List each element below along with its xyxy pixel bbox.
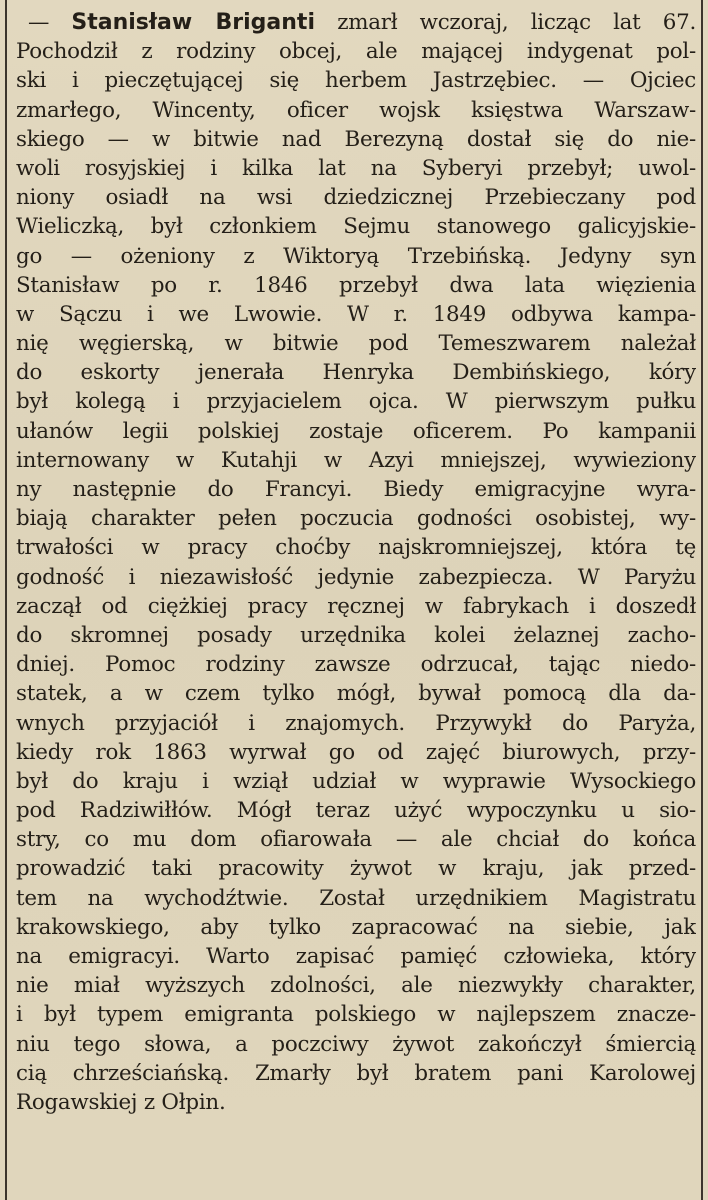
article-line: stry, co mu dom ofiarowała — ale chciał do końca: [16, 827, 696, 853]
article-line: niu tego słowa, a poczciwy żywot zakończył śmiercią: [16, 1031, 696, 1057]
article-line: zmarłego, Wincenty, oficer wojsk księstwa Warszaw-: [16, 97, 696, 123]
article-line: Pochodził z rodziny obcej, ale mającej indygenat pol-: [16, 39, 696, 65]
article-line: był kolegą i przyjacielem ojca. W pierwszym pułku: [16, 389, 696, 415]
article-line: prowadzić taki pracowity żywot w kraju, jak przed-: [16, 856, 696, 882]
article-line: ny następnie do Francyi. Biedy emigracyjne wyra-: [16, 477, 696, 502]
column-rule-right: [701, 0, 703, 1200]
deceased-name: Stanisław Briganti: [71, 10, 315, 35]
column-rule-left: [5, 0, 7, 1200]
article-line: skiego — w bitwie nad Berezyną dostał się do nie-: [16, 126, 696, 152]
article-line: nię węgierską, w bitwie pod Temeszwarem należał: [16, 331, 696, 357]
article-line: w Sączu i we Lwowie. W r. 1849 odbywa kampa-: [16, 301, 696, 327]
article-line: biają charakter pełen poczucia godności osobistej, wy-: [16, 506, 696, 532]
article-line: cią chrześciańską. Zmarły był bratem pani Karolowej: [16, 1060, 696, 1086]
article-line: wnych przyjaciół i znajomych. Przywykł do Paryża,: [16, 710, 696, 736]
article-line: był do kraju i wziął udział w wyprawie Wysockiego: [16, 768, 696, 794]
obituary-article: [16, 8, 696, 1117]
article-line: Wieliczką, był członkiem Sejmu stanowego galicyjskie-: [16, 214, 696, 240]
article-line: tem na wychodźtwie. Został urzędnikiem Magistratu: [16, 885, 696, 911]
article-line: statek, a w czem tylko mógł, bywał pomocą dla da-: [16, 681, 696, 707]
article-line: zaczął od ciężkiej pracy ręcznej w fabrykach i doszedł: [16, 593, 696, 619]
article-line: i był typem emigranta polskiego w najlepszem znacze-: [16, 1002, 696, 1028]
article-line: godność i niezawisłość jedynie zabezpiecza. W Paryżu: [16, 564, 696, 590]
article-line: Rogawskiej z Ołpin.: [16, 1089, 226, 1115]
lead-dash: —: [28, 10, 72, 35]
article-line: dniej. Pomoc rodziny zawsze odrzucał, tając niedo-: [16, 652, 696, 678]
line-text: zmarł wczoraj, licząc lat 67.: [315, 10, 696, 35]
article-line: [16, 8, 696, 37]
article-line: woli rosyjskiej i kilka lat na Syberyi przebył; uwol-: [16, 155, 696, 181]
article-line: kiedy rok 1863 wyrwał go od zajęć biurowych, przy-: [16, 739, 696, 765]
article-line: na emigracyi. Warto zapisać pamięć człowieka, który: [16, 944, 696, 969]
article-line: niony osiadł na wsi dziedzicznej Przebieczany pod: [16, 185, 696, 211]
article-line: do eskorty jenerała Henryka Dembińskiego, kóry: [16, 360, 696, 386]
article-line: ski i pieczętującej się herbem Jastrzębiec. — Ojciec: [16, 68, 696, 94]
article-line: krakowskiego, aby tylko zapracować na siebie, jak: [16, 914, 696, 940]
article-line: Stanisław po r. 1846 przebył dwa lata więzienia: [16, 272, 696, 298]
article-line: internowany w Kutahji w Azyi mniejszej, wywieziony: [16, 447, 696, 473]
article-line: go — ożeniony z Wiktoryą Trzebińską. Jedyny syn: [16, 243, 696, 269]
article-line: do skromnej posady urzędnika kolei żelaznej zacho-: [16, 622, 696, 648]
article-line: pod Radziwiłłów. Mógł teraz użyć wypoczynku u sio-: [16, 798, 696, 824]
article-line: nie miał wyższych zdolności, ale niezwykły charakter,: [16, 973, 696, 999]
article-line: trwałości w pracy choćby najskromniejszej, która tę: [16, 535, 696, 561]
article-line: ułanów legii polskiej zostaje oficerem. Po kampanii: [16, 418, 696, 444]
